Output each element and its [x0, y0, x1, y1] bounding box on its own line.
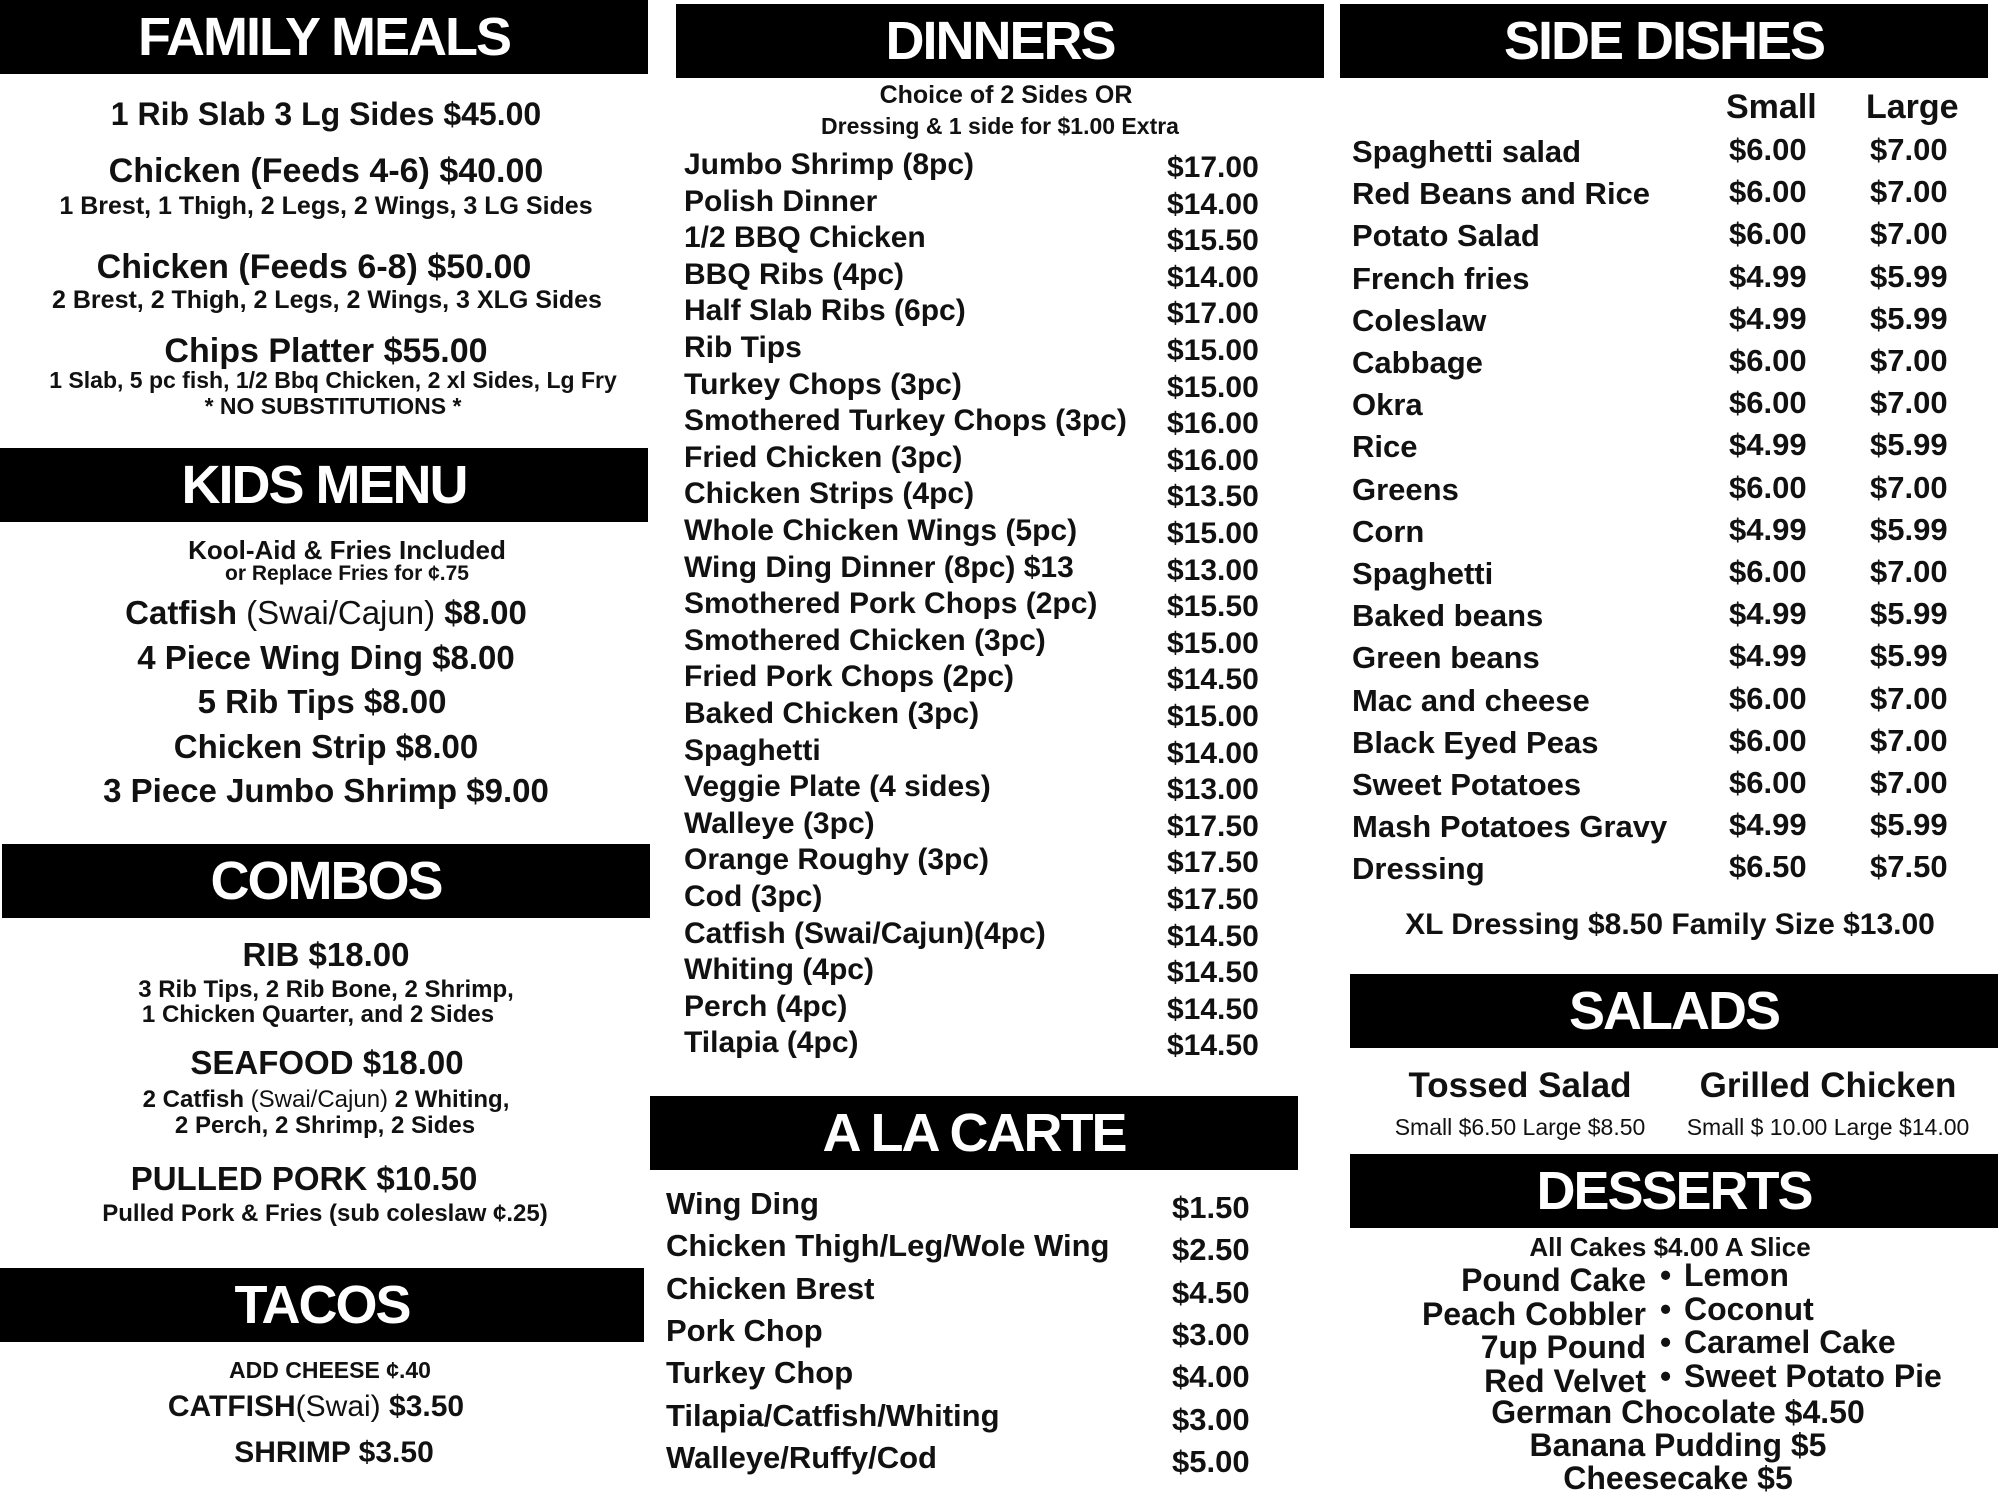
- dinner-item-name: Perch (4pc): [684, 989, 848, 1023]
- dinner-item-price: $13.00: [1167, 773, 1259, 807]
- dinner-item-price: $17.00: [1167, 151, 1259, 184]
- dinner-item-name: Whiting (4pc): [684, 953, 874, 987]
- salad-grilled-title: Grilled Chicken: [1699, 1066, 1957, 1105]
- family-chips-desc: 1 Slab, 5 pc fish, 1/2 Bbq Chicken, 2 xl Sides, Lg Fry: [49, 367, 617, 393]
- side-dish-small-price: $4.99: [1729, 258, 1807, 294]
- side-dish-large-price: $5.99: [1870, 638, 1948, 674]
- a-la-carte-item-price: $4.00: [1172, 1359, 1250, 1395]
- side-dish-small-price: $4.99: [1729, 300, 1807, 336]
- dinner-item-name: Smothered Pork Chops (2pc): [684, 587, 1098, 621]
- dinner-item-name: Wing Ding Dinner (8pc) $13: [684, 550, 1074, 584]
- dinner-item-price: $15.00: [1167, 370, 1259, 404]
- tacos-cheese-note: ADD CHEESE ¢.40: [229, 1357, 431, 1383]
- side-dish-large-price: $5.99: [1870, 427, 1948, 463]
- kids-rib-tips: 5 Rib Tips $8.00: [197, 683, 447, 720]
- dinner-item-name: Rib Tips: [684, 331, 802, 364]
- side-dish-small-price: $4.99: [1729, 807, 1807, 843]
- salad-grilled-price: Small $ 10.00 Large $14.00: [1686, 1114, 1970, 1140]
- side-dish-small-price: $4.99: [1729, 638, 1807, 674]
- side-dish-small-price: $6.00: [1729, 385, 1807, 421]
- side-dish-small-price: $6.00: [1729, 554, 1807, 589]
- dessert-cake-flavor: Lemon: [1684, 1257, 1789, 1293]
- side-dishes-small-label: Small: [1726, 88, 1817, 126]
- side-dishes-header: SIDE DISHES: [1340, 4, 1988, 78]
- kids-jumbo-shrimp: 3 Piece Jumbo Shrimp $9.00: [103, 772, 549, 809]
- dessert-cake-flavor: Sweet Potato Pie: [1684, 1357, 1942, 1394]
- dinner-item-price: $16.00: [1167, 407, 1259, 441]
- dinner-item-name: BBQ Ribs (4pc): [684, 257, 905, 291]
- dinner-item-price: $14.00: [1167, 187, 1259, 221]
- dinner-item-name: Fried Pork Chops (2pc): [684, 660, 1015, 694]
- a-la-carte-item-price: $3.00: [1172, 1316, 1250, 1352]
- side-dish-large-price: $7.50: [1870, 849, 1948, 885]
- kids-catfish-price: $8.00: [444, 594, 527, 631]
- combo-rib-desc: 3 Rib Tips, 2 Rib Bone, 2 Shrimp,: [138, 976, 514, 1003]
- dinner-item-name: Half Slab Ribs (6pc): [684, 294, 966, 328]
- bullet-icon: •: [1660, 1257, 1672, 1293]
- family-chicken-6-8-desc: 2 Brest, 2 Thigh, 2 Legs, 2 Wings, 3 XLG Sides: [52, 286, 602, 314]
- family-chicken-4-6-desc: 1 Brest, 1 Thigh, 2 Legs, 2 Wings, 3 LG Sides: [59, 192, 593, 220]
- dinner-item-price: $17.50: [1167, 846, 1259, 880]
- family-chips-note: * NO SUBSTITUTIONS *: [204, 393, 462, 419]
- side-dish-small-price: $6.00: [1729, 680, 1807, 716]
- bullet-icon: •: [1660, 1357, 1672, 1394]
- side-dish-name: Baked beans: [1352, 598, 1544, 634]
- a-la-carte-header: A LA CARTE: [650, 1096, 1298, 1170]
- combo-rib-desc2: 1 Chicken Quarter, and 2 Sides: [141, 1001, 495, 1028]
- side-dish-large-price: $5.99: [1870, 300, 1948, 336]
- side-dish-large-price: $7.00: [1870, 680, 1948, 716]
- kids-note: Kool-Aid & Fries Included: [188, 535, 506, 565]
- a-la-carte-item-price: $5.00: [1172, 1443, 1250, 1479]
- side-dish-name: Spaghetti: [1352, 556, 1494, 591]
- kids-catfish-name: Catfish: [125, 594, 237, 631]
- dinners-subtitle-2: Dressing & 1 side for $1.00 Extra: [821, 113, 1179, 139]
- dinner-item-price: $17.50: [1167, 883, 1259, 916]
- dinner-item-name: Walleye (3pc): [684, 806, 875, 840]
- combo-pulled-pork-title: PULLED PORK $10.50: [130, 1160, 478, 1197]
- dinner-item-name: Spaghetti: [684, 733, 821, 767]
- combo-rib-title: RIB $18.00: [242, 936, 410, 973]
- side-dish-name: Greens: [1352, 471, 1459, 507]
- dinners-header: DINNERS: [676, 4, 1324, 78]
- tacos-catfish: [0, 1390, 632, 1424]
- dinner-item-price: $15.00: [1167, 517, 1259, 550]
- side-dish-name: Spaghetti salad: [1352, 134, 1582, 169]
- side-dish-small-price: $4.99: [1729, 427, 1807, 463]
- kids-wing-ding: 4 Piece Wing Ding $8.00: [137, 639, 515, 676]
- dessert-cake-flavor: Caramel Cake: [1684, 1324, 1896, 1360]
- side-dish-large-price: $7.00: [1870, 554, 1948, 589]
- side-dish-large-price: $5.99: [1870, 258, 1948, 294]
- dinner-item-name: Smothered Turkey Chops (3pc): [684, 404, 1127, 438]
- combo-pulled-pork-desc: Pulled Pork & Fries (sub coleslaw ¢.25): [102, 1200, 548, 1227]
- side-dish-large-price: $7.00: [1870, 216, 1948, 252]
- dinner-item-name: Fried Chicken (3pc): [684, 440, 963, 474]
- side-dish-large-price: $5.99: [1870, 807, 1948, 843]
- family-rib-slab: 1 Rib Slab 3 Lg Sides $45.00: [110, 96, 542, 132]
- side-dish-large-price: $7.00: [1870, 765, 1948, 800]
- side-dish-small-price: $6.00: [1729, 343, 1807, 378]
- a-la-carte-item-price: $2.50: [1172, 1232, 1250, 1268]
- dinner-item-price: $14.50: [1167, 919, 1259, 953]
- dinner-item-price: $15.50: [1167, 590, 1259, 624]
- side-dish-name: French fries: [1352, 260, 1530, 296]
- kids-menu-header: KIDS MENU: [0, 448, 648, 522]
- combos-header: COMBOS: [2, 844, 650, 918]
- dinner-item-name: Chicken Strips (4pc): [684, 477, 975, 511]
- side-dish-small-price: $6.00: [1729, 469, 1807, 505]
- dinner-item-price: $15.50: [1167, 224, 1259, 258]
- side-dish-large-price: $7.00: [1870, 469, 1948, 505]
- a-la-carte-item-price: $4.50: [1172, 1274, 1250, 1310]
- bullet-icon: •: [1660, 1290, 1672, 1327]
- combo-seafood-desc2: 2 Perch, 2 Shrimp, 2 Sides: [174, 1112, 476, 1139]
- desserts-header: DESSERTS: [1350, 1154, 1998, 1228]
- side-dish-large-price: $7.00: [1870, 343, 1948, 378]
- dinner-item-name: 1/2 BBQ Chicken: [684, 221, 926, 255]
- family-chips-title: Chips Platter $55.00: [164, 332, 488, 370]
- side-dish-name: Mash Potatoes Gravy: [1352, 809, 1668, 845]
- a-la-carte-item-price: $1.50: [1172, 1190, 1250, 1225]
- side-dish-name: Dressing: [1352, 851, 1485, 887]
- dinner-item-name: Turkey Chops (3pc): [684, 367, 962, 401]
- salad-tossed-title: Tossed Salad: [1408, 1066, 1632, 1105]
- side-dish-name: Coleslaw: [1352, 302, 1487, 338]
- a-la-carte-item-price: $3.00: [1172, 1401, 1250, 1437]
- dessert-cheesecake: Cheesecake $5: [1563, 1460, 1793, 1496]
- side-dish-large-price: $7.00: [1870, 385, 1948, 421]
- dessert-cake-flavor: Coconut: [1684, 1290, 1814, 1327]
- dinner-item-price: $14.50: [1167, 992, 1259, 1026]
- dinner-item-price: $17.00: [1167, 297, 1259, 331]
- combo-seafood-catfish: 2 Catfish: [142, 1086, 244, 1113]
- tacos-catfish-price: $3.50: [389, 1390, 465, 1423]
- salad-tossed-price: Small $6.50 Large $8.50: [1394, 1114, 1646, 1140]
- kids-chicken-strip: Chicken Strip $8.00: [173, 728, 479, 765]
- side-dish-small-price: $4.99: [1729, 596, 1807, 632]
- kids-note-replace: or Replace Fries for ¢.75: [225, 562, 469, 585]
- dinner-item-price: $14.00: [1167, 260, 1259, 294]
- side-dish-name: Red Beans and Rice: [1352, 176, 1651, 212]
- combo-seafood-whiting: 2 Whiting,: [394, 1086, 510, 1113]
- dinner-item-price: $16.00: [1167, 443, 1259, 477]
- dinners-subtitle-1: Choice of 2 Sides OR: [879, 81, 1133, 109]
- dessert-cake-name: 7up Pound: [1480, 1329, 1646, 1365]
- a-la-carte-item-name: Turkey Chop: [666, 1355, 854, 1391]
- combo-seafood-variant: (Swai/Cajun): [250, 1086, 389, 1113]
- dinner-item-price: $14.00: [1167, 736, 1259, 770]
- side-dish-name: Black Eyed Peas: [1352, 724, 1599, 760]
- side-dish-name: Green beans: [1352, 640, 1540, 676]
- side-dish-name: Cabbage: [1352, 345, 1483, 380]
- combo-seafood-title: SEAFOOD $18.00: [190, 1044, 464, 1081]
- combo-seafood-desc: [0, 1086, 652, 1114]
- dessert-german-chocolate: German Chocolate $4.50: [1491, 1394, 1865, 1430]
- a-la-carte-item-name: Tilapia/Catfish/Whiting: [666, 1397, 1000, 1433]
- a-la-carte-item-name: Pork Chop: [666, 1312, 823, 1348]
- dinner-item-name: Veggie Plate (4 sides): [684, 770, 991, 804]
- side-dish-name: Sweet Potatoes: [1352, 767, 1582, 802]
- side-dish-name: Mac and cheese: [1352, 682, 1590, 718]
- side-dish-small-price: $6.00: [1729, 765, 1807, 800]
- side-dish-small-price: $6.00: [1729, 132, 1807, 167]
- desserts-note: All Cakes $4.00 A Slice: [1529, 1232, 1811, 1262]
- dinner-item-name: Whole Chicken Wings (5pc): [684, 514, 1078, 547]
- side-dish-large-price: $7.00: [1870, 132, 1948, 167]
- dinner-item-price: $15.00: [1167, 626, 1259, 660]
- dinner-item-name: Baked Chicken (3pc): [684, 697, 980, 730]
- a-la-carte-item-name: Wing Ding: [666, 1186, 819, 1221]
- a-la-carte-item-name: Walleye/Ruffy/Cod: [666, 1439, 937, 1475]
- dinner-item-price: $14.50: [1167, 663, 1259, 697]
- kids-catfish-variant: (Swai/Cajun): [246, 594, 436, 631]
- side-dish-large-price: $7.00: [1870, 722, 1948, 758]
- dinner-item-price: $14.50: [1167, 1029, 1259, 1063]
- side-dish-large-price: $7.00: [1870, 174, 1948, 210]
- side-dish-name: Okra: [1352, 387, 1423, 423]
- dinner-item-price: $13.00: [1167, 553, 1259, 587]
- tacos-catfish-name: CATFISH: [167, 1390, 296, 1423]
- side-dish-name: Rice: [1352, 429, 1418, 465]
- side-dish-small-price: $6.00: [1729, 216, 1807, 252]
- family-chicken-6-8-title: Chicken (Feeds 6-8) $50.00: [96, 248, 532, 286]
- side-dishes-xl-note: XL Dressing $8.50 Family Size $13.00: [1405, 908, 1935, 941]
- a-la-carte-item-name: Chicken Thigh/Leg/Wole Wing: [666, 1228, 1110, 1264]
- family-chicken-4-6-title: Chicken (Feeds 4-6) $40.00: [108, 152, 544, 190]
- dinner-item-price: $13.50: [1167, 480, 1259, 514]
- dinner-item-price: $15.00: [1167, 700, 1259, 733]
- dessert-banana-pudding: Banana Pudding $5: [1529, 1427, 1827, 1463]
- bullet-icon: •: [1660, 1324, 1672, 1360]
- dinner-item-name: Catfish (Swai/Cajun)(4pc): [684, 916, 1046, 950]
- dinner-item-name: Orange Roughy (3pc): [684, 843, 990, 877]
- side-dish-small-price: $4.99: [1729, 511, 1807, 547]
- dinner-item-price: $15.00: [1167, 334, 1259, 367]
- salads-header: SALADS: [1350, 974, 1998, 1048]
- kids-catfish: [0, 594, 652, 632]
- side-dish-small-price: $6.50: [1729, 849, 1807, 885]
- family-meals-header: FAMILY MEALS: [0, 0, 648, 74]
- side-dish-large-price: $5.99: [1870, 511, 1948, 547]
- dinner-item-name: Smothered Chicken (3pc): [684, 623, 1046, 657]
- dinner-item-name: Polish Dinner: [684, 184, 878, 218]
- tacos-header: TACOS: [0, 1268, 644, 1342]
- side-dishes-large-label: Large: [1866, 88, 1959, 126]
- dinner-item-name: Jumbo Shrimp (8pc): [684, 148, 975, 181]
- tacos-catfish-variant: (Swai): [295, 1390, 381, 1423]
- side-dish-name: Potato Salad: [1352, 218, 1540, 254]
- dessert-cake-name: Peach Cobbler: [1421, 1295, 1646, 1332]
- dinner-item-name: Tilapia (4pc): [684, 1026, 859, 1060]
- side-dish-name: Corn: [1352, 513, 1425, 549]
- dessert-cake-name: Pound Cake: [1461, 1262, 1646, 1298]
- dessert-cake-name: Red Velvet: [1484, 1362, 1646, 1399]
- side-dish-small-price: $6.00: [1729, 174, 1807, 210]
- a-la-carte-item-name: Chicken Brest: [666, 1270, 875, 1306]
- side-dish-large-price: $5.99: [1870, 596, 1948, 632]
- dinner-item-name: Cod (3pc): [684, 880, 823, 913]
- dinner-item-price: $14.50: [1167, 956, 1259, 990]
- tacos-shrimp: SHRIMP $3.50: [234, 1436, 434, 1469]
- side-dish-small-price: $6.00: [1729, 722, 1807, 758]
- dinner-item-price: $17.50: [1167, 809, 1259, 843]
